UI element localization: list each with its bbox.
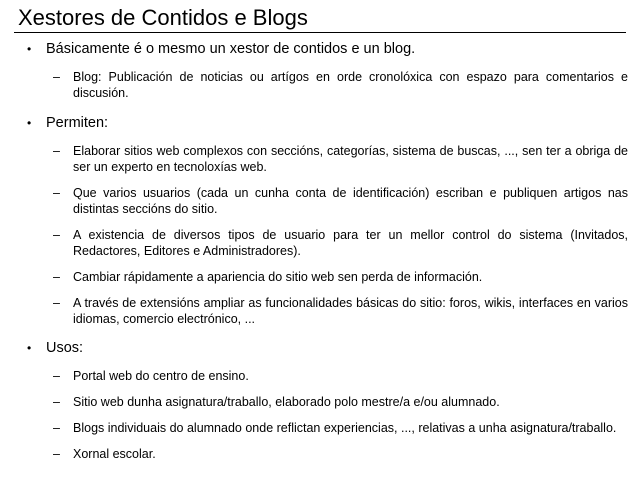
sub-bullet-extensions: [0, 295, 640, 327]
dash-marker: –: [53, 228, 60, 242]
sub-bullet-text: Que varios usuarios (cada un cunha conta de identificación) escriban e publiquen artigos nas distintas seccións do sitio.: [73, 186, 628, 216]
bullet-permiten: [0, 114, 640, 132]
bullet-text: Permiten:: [46, 115, 109, 131]
title-underline: [14, 32, 626, 33]
sub-bullet-text: Blog: Publicación de noticias ou artígos en orde cronolóxica con espazo para comentarios e discusión.: [73, 70, 628, 100]
bullet-marker: •: [27, 116, 32, 130]
dash-marker: –: [53, 296, 60, 310]
sub-bullet-portal-web: [0, 368, 640, 384]
sub-bullet-text: A existencia de diversos tipos de usuario para ter un mellor control do sistema (Invitados, Redactores, Editores e Administradores).: [73, 228, 628, 258]
bullet-list: [0, 40, 640, 462]
sub-bullet-text: Portal web do centro de ensino.: [73, 369, 249, 383]
sub-bullet-text: A través de extensións ampliar as funcionalidades básicas do sitio: foros, wikis, interfaces en varios idiomas, comercio electrónico, ...: [73, 296, 628, 326]
slide-title: Xestores de Contidos e Blogs: [18, 5, 308, 30]
sub-bullet-sitios-complexos: [0, 143, 640, 175]
sub-bullet-text: Cambiar rápidamente a apariencia do sitio web sen perda de información.: [73, 270, 483, 284]
dash-marker: –: [53, 144, 60, 158]
dash-marker: –: [53, 186, 60, 200]
bullet-usos: [0, 339, 640, 357]
bullet-marker: •: [27, 42, 32, 56]
bullet-basicamente: [0, 40, 640, 58]
sub-bullet-text: Blogs individuais do alumnado onde reflictan experiencias, ..., relativas a unha asignatura/traballo.: [73, 421, 617, 435]
bullet-text: Usos:: [46, 340, 84, 356]
sub-bullet-text: Xornal escolar.: [73, 447, 156, 461]
dash-marker: –: [53, 395, 60, 409]
dash-marker: –: [53, 70, 60, 84]
dash-marker: –: [53, 369, 60, 383]
sub-bullet-xornal-escolar: [0, 446, 640, 462]
sub-bullet-varios-usuarios: [0, 185, 640, 217]
dash-marker: –: [53, 270, 60, 284]
sub-bullet-text: Sitio web dunha asignatura/traballo, elaborado polo mestre/a e/ou alumnado.: [73, 395, 500, 409]
sub-bullet-cambiar-apariencia: [0, 269, 640, 285]
dash-marker: –: [53, 447, 60, 461]
sub-bullet-blog-definition: [0, 69, 640, 101]
sub-bullet-text: Elaborar sitios web complexos con seccións, categorías, sistema de buscas, ..., sen ter a obriga de ser un experto en tecnoloxías web.: [73, 144, 628, 174]
sub-bullet-blogs-individuais: [0, 420, 640, 436]
dash-marker: –: [53, 421, 60, 435]
bullet-marker: •: [27, 341, 32, 355]
sub-bullet-tipos-usuario: [0, 227, 640, 259]
bullet-text: Básicamente é o mesmo un xestor de contidos e un blog.: [46, 41, 416, 57]
sub-bullet-sitio-asignatura: [0, 394, 640, 410]
